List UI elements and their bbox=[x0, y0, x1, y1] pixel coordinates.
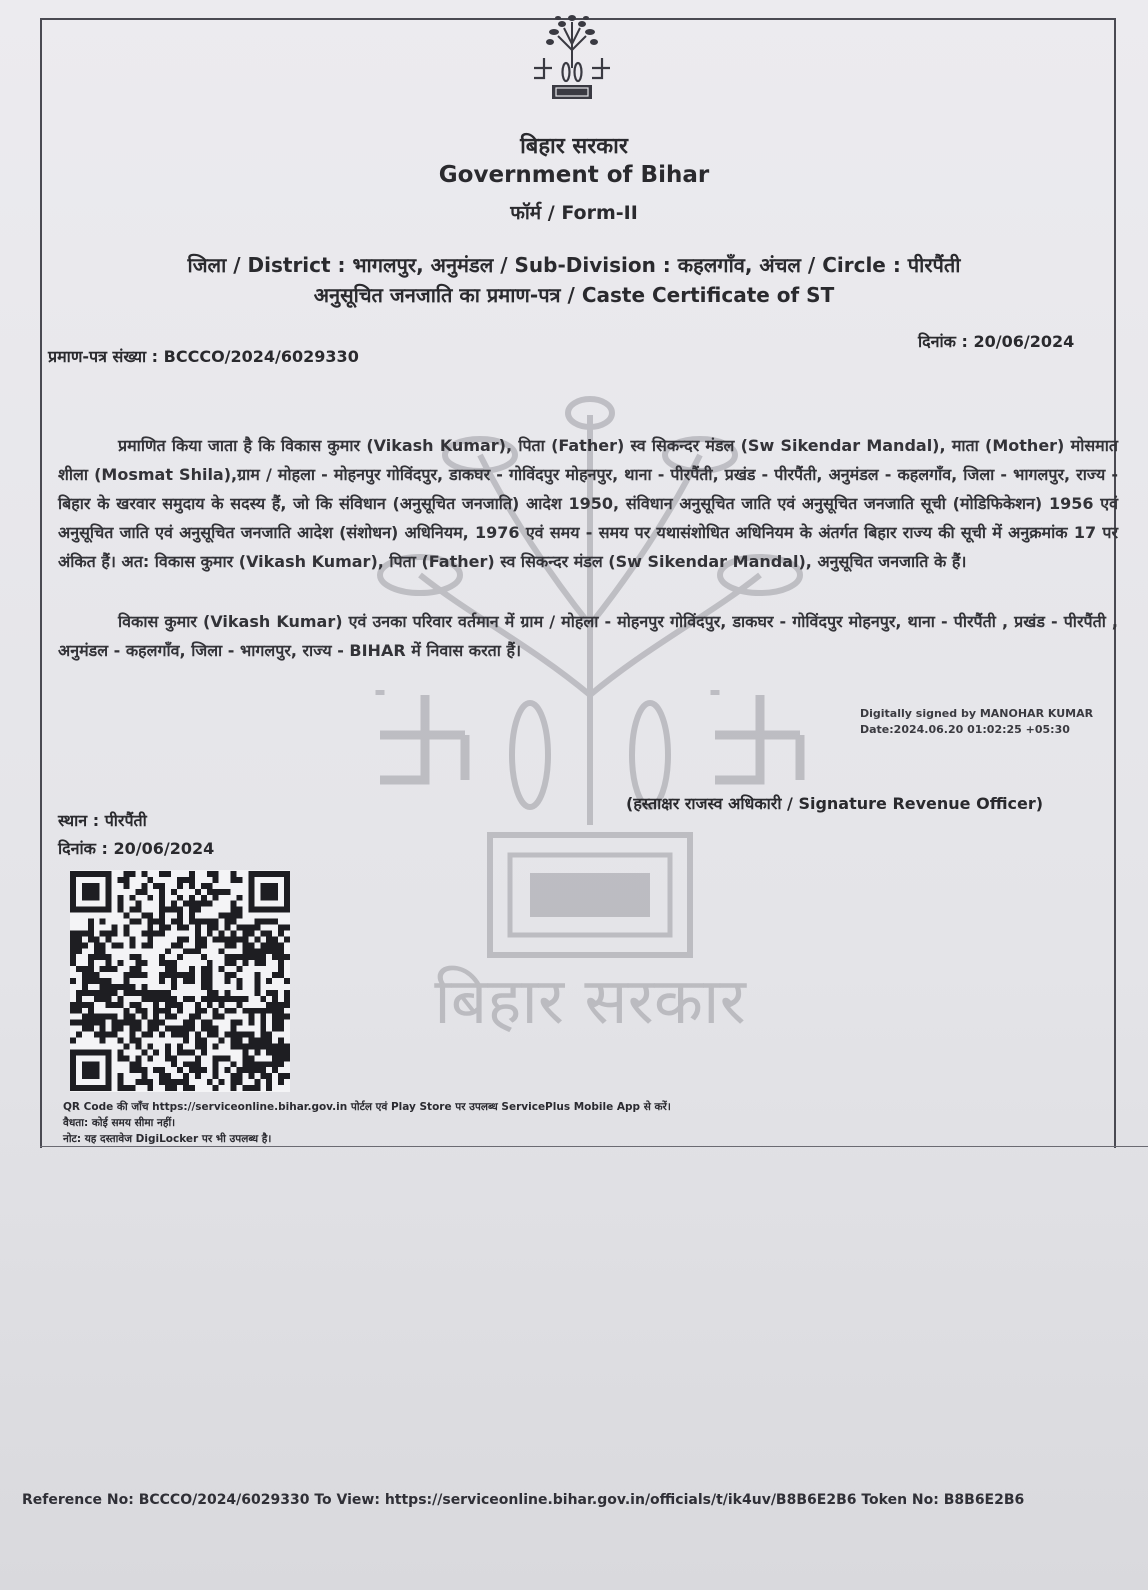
certificate-title: अनुसूचित जनजाति का प्रमाण-पत्र / Caste Certificate of ST bbox=[313, 283, 835, 307]
digital-signature-signer: Digitally signed by MANOHAR KUMAR bbox=[860, 707, 1094, 720]
certificate-number: प्रमाण-पत्र संख्या : BCCCO/2024/6029330 bbox=[48, 347, 359, 366]
residence-paragraph: विकास कुमार (Vikash Kumar) एवं उनका परिवार वर्तमान में ग्राम / मोहला - मोहनपुर गोविंदपुर, डाकघर - गोविंदपुर मोहनपुर, थाना - पीरपैंती , प्रखंड - पीरपैंती , अनुमंडल - कहलगाँव, जिला - भागलपुर, राज्य - BIHAR में निवास करता हैं। bbox=[58, 612, 1118, 660]
watermark-text: बिहार सरकार bbox=[434, 965, 746, 1039]
district-line: जिला / District : भागलपुर, अनुमंडल / Sub-Division : कहलगाँव, अंचल / Circle : पीरपैंती bbox=[187, 253, 961, 277]
reference-line: Reference No: BCCCO/2024/6029330 To View: https://serviceonline.bihar.gov.in/officials/t/ik4uv/B8B6E2B6 Token No: B8B6E2B6 bbox=[22, 1492, 1025, 1508]
digital-signature bbox=[860, 706, 1093, 738]
digital-signature-date: Date:2024.06.20 01:02:25 +05:30 bbox=[860, 723, 1070, 736]
digilocker-note: नोट: यह दस्तावेज DigiLocker पर भी उपलब्ध है। bbox=[63, 1133, 272, 1145]
form-label: फॉर्म / Form-II bbox=[510, 202, 638, 224]
issue-date: दिनांक : 20/06/2024 bbox=[918, 332, 1075, 351]
government-title-english: Government of Bihar bbox=[438, 162, 710, 188]
footer-date: दिनांक : 20/06/2024 bbox=[58, 839, 215, 858]
bihar-emblem-icon bbox=[528, 10, 616, 105]
qr-code[interactable] bbox=[70, 870, 290, 1092]
validity-note: वैधता: कोई समय सीमा नहीं। bbox=[63, 1117, 176, 1129]
certification-paragraph: प्रमाणित किया जाता है कि विकास कुमार (Vikash Kumar), पिता (Father) स्व सिकन्दर मंडल (Sw Sikendar Mandal), माता (Mother) मोसमात शीला (Mosmat Shila),ग्राम / मोहला - मोहनपुर गोविंदपुर, डाकघर - गोविंदपुर मोहनपुर, थाना - पीरपैंती, प्रखंड - पीरपैंती, अनुमंडल - कहलगाँव, जिला - भागलपुर, राज्य - बिहार के खरवार समुदाय के सदस्य हैं, जो कि संविधान (अनुसूचित जनजाति) आदेश 1950, संविधान अनुसूचित जाति एवं अनुसूचित जनजाति सूची (मोडिफिकेशन) 1956 एवं अनुसूचित जाति एवं अनुसूचित जनजाति आदेश (संशोधन) अधिनियम, 1976 एवं समय - समय पर यथासंशोधित अधिनियम के अंतर्गत बिहार राज्य की सूची में अनुक्रमांक 17 पर अंकित हैं। अत: विकास कुमार (Vikash Kumar), पिता (Father) स्व सिकन्दर मंडल (Sw Sikendar Mandal), अनुसूचित जनजाति के हैं। bbox=[58, 436, 1118, 571]
place-label: स्थान : पीरपैंती bbox=[58, 811, 147, 830]
qr-verification-note: QR Code की जाँच https://serviceonline.bihar.gov.in पोर्टल एवं Play Store पर उपलब्ध ServicePlus Mobile App से करें। bbox=[63, 1101, 671, 1113]
signature-officer-label: (हस्ताक्षर राजस्व अधिकारी / Signature Revenue Officer) bbox=[626, 794, 1044, 813]
government-title-hindi: बिहार सरकार bbox=[520, 134, 628, 159]
verification-notes bbox=[63, 1099, 671, 1147]
